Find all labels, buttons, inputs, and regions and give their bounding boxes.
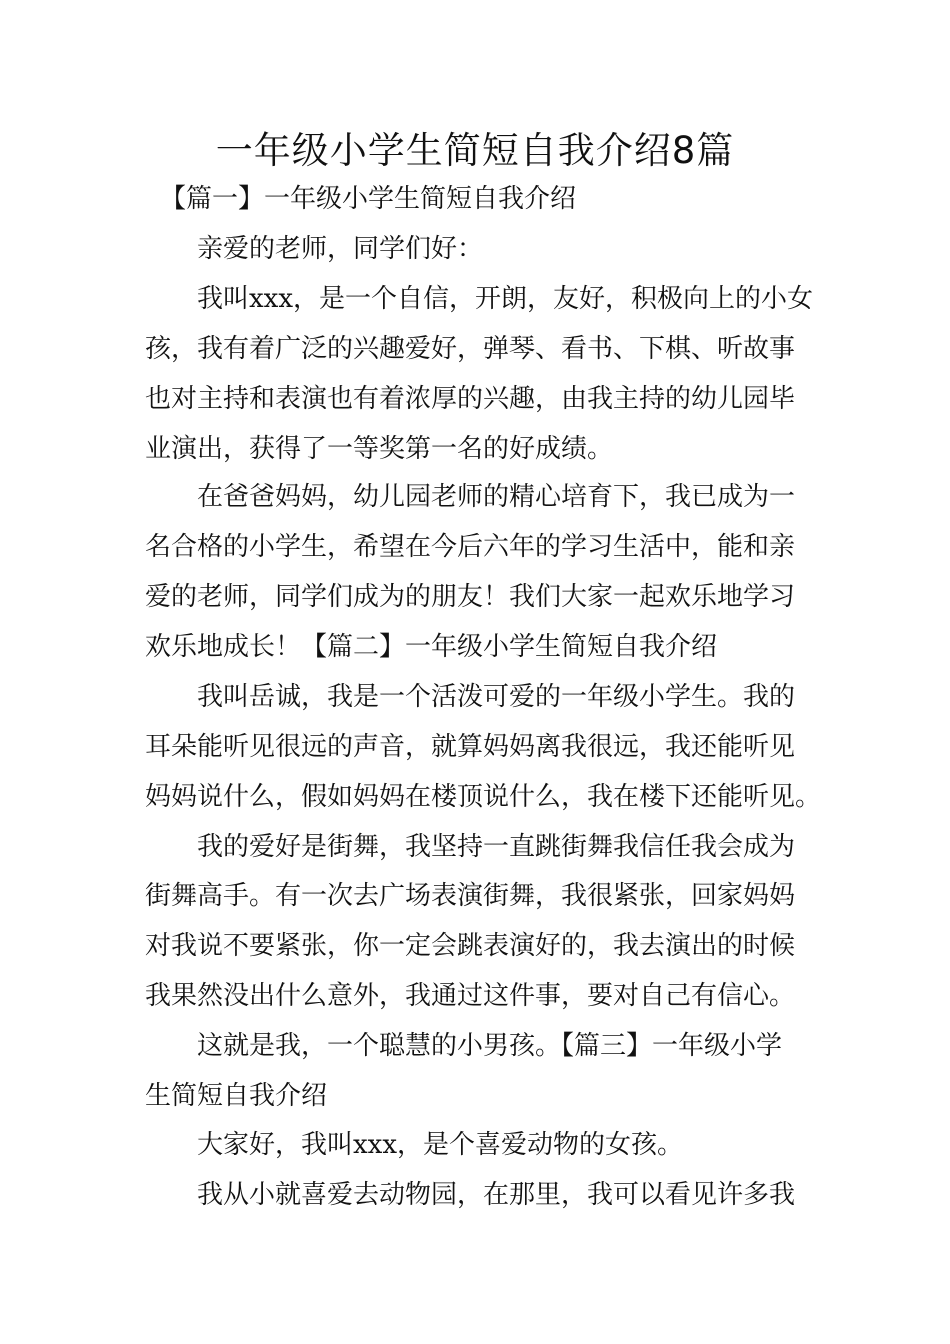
text-line: 妈妈说什么，假如妈妈在楼顶说什么，我在楼下还能听见。	[145, 782, 822, 812]
text-line: 我果然没出什么意外，我通过这件事，要对自己有信心。	[145, 981, 796, 1011]
text-line: 在爸爸妈妈，幼儿园老师的精心培育下，我已成为一	[197, 482, 796, 512]
text-line: 街舞高手。有一次去广场表演街舞，我很紧张，回家妈妈	[145, 881, 796, 911]
text-line: 孩，我有着广泛的兴趣爱好，弹琴、看书、下棋、听故事	[145, 334, 796, 364]
text-line: 业演出，获得了一等奖第一名的好成绩。	[145, 434, 614, 464]
text-line: 对我说不要紧张，你一定会跳表演好的，我去演出的时候	[145, 931, 796, 961]
text-line: 我叫岳诚，我是一个活泼可爱的一年级小学生。我的	[197, 682, 796, 712]
text-line: 名合格的小学生，希望在今后六年的学习生活中，能和亲	[145, 532, 796, 562]
text-line: 我从小就喜爱去动物园，在那里，我可以看见许多我	[197, 1180, 796, 1210]
text-line: 欢乐地成长！【篇二】一年级小学生简短自我介绍	[145, 632, 718, 662]
text-line: 大家好，我叫xxx，是个喜爱动物的女孩。	[197, 1130, 683, 1160]
text-line: 这就是我，一个聪慧的小男孩。【篇三】一年级小学	[197, 1031, 783, 1061]
text-line: 生简短自我介绍	[145, 1081, 328, 1111]
text-line: 我的爱好是街舞，我坚持一直跳街舞我信任我会成为	[197, 832, 796, 862]
text-line: 【篇一】一年级小学生简短自我介绍	[160, 184, 577, 214]
text-line: 亲爱的老师，同学们好：	[197, 234, 484, 264]
text-line: 爱的老师，同学们成为的朋友！我们大家一起欢乐地学习	[145, 582, 796, 612]
text-line: 耳朵能听见很远的声音，就算妈妈离我很远，我还能听见	[145, 732, 796, 762]
document-title: 一年级小学生简短自我介绍8篇	[215, 129, 735, 172]
text-line: 我叫xxx，是一个自信，开朗，友好，积极向上的小女	[197, 284, 813, 314]
text-line: 也对主持和表演也有着浓厚的兴趣，由我主持的幼儿园毕	[145, 384, 796, 414]
